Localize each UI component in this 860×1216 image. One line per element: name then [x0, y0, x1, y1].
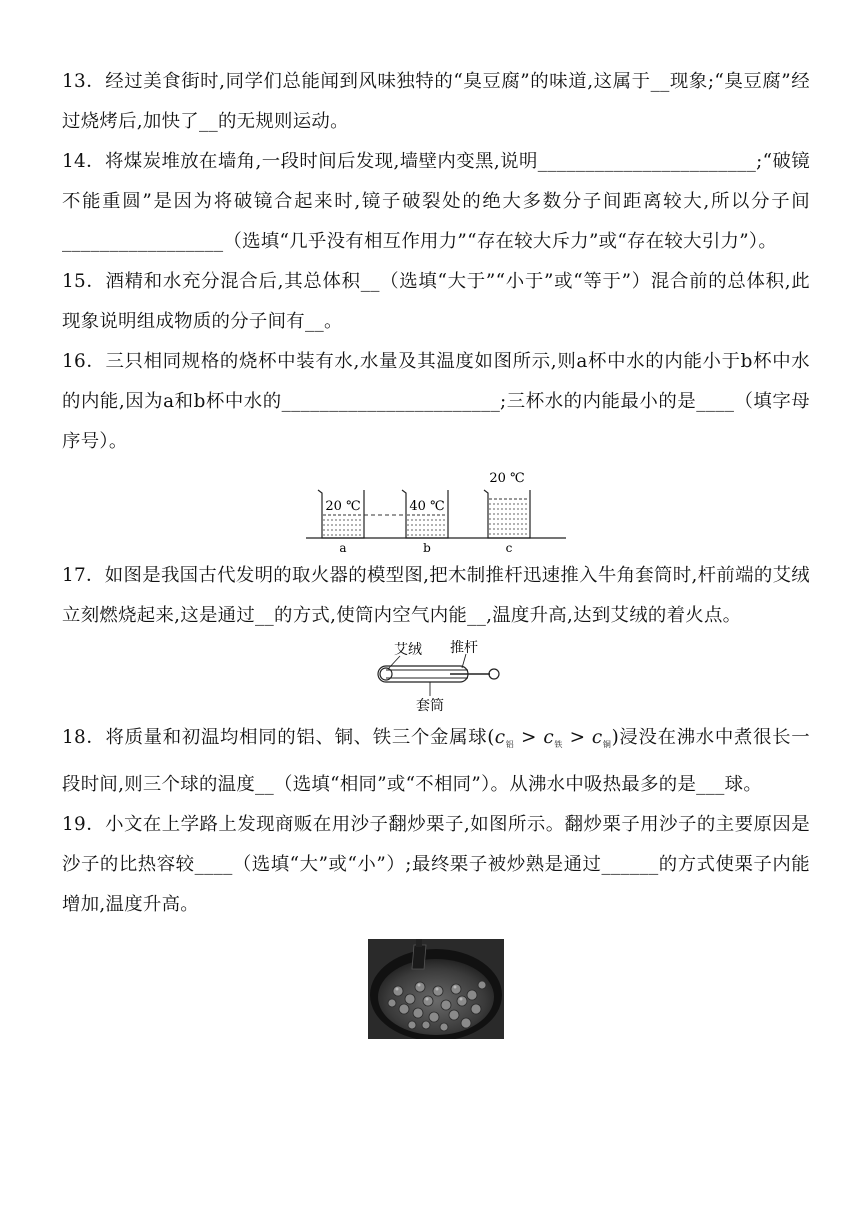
tinder-label: 艾绒: [394, 642, 422, 658]
rod-label: 推杆: [450, 640, 478, 656]
question-13: 13．经过美食街时,同学们总能闻到风味独特的“臭豆腐”的味道,这属于__现象;“臭豆腐”经过烧烤后,加快了__的无规则运动。: [62, 71, 810, 132]
question-19: 19．小文在上学路上发现商贩在用沙子翻炒栗子,如图所示。翻炒栗子用沙子的主要原因是沙子的比热容较____（选填“大”或“小”）;最终栗子被炒熟是通过______的方式使栗子内能增加,温度升高。: [62, 814, 810, 915]
question-14: 14．将煤炭堆放在墙角,一段时间后发现,墙壁内变黑,说明_______________________;“破镜不能重圆”是因为将破镜合起来时,镜子破裂处的绝大多数分子间距离较大,所以分子间_________________（选填“几乎没有相互作用力”“存在较大斥力”或“存在较大引力”）。: [62, 151, 810, 252]
beaker-b-temp: 40 ℃: [409, 499, 445, 514]
beakers-figure: [296, 468, 576, 554]
sleeve-label: 套筒: [416, 698, 444, 714]
specific-heat-formula: $c_铝 > c_铁 > c_铜$: [494, 727, 612, 749]
beaker-c-temp: 20 ℃: [489, 471, 525, 486]
beaker-a: [318, 490, 364, 554]
question-15: 15．酒精和水充分混合后,其总体积__（选填“大于”“小于”或“等于”）混合前的总体积,此现象说明组成物质的分子间有__。: [62, 271, 810, 332]
beaker-c-label: c: [505, 541, 513, 554]
question-17: 17．如图是我国古代发明的取火器的模型图,把木制推杆迅速推入牛角套筒时,杆前端的艾绒立刻燃烧起来,这是通过__的方式,使筒内空气内能__,温度升高,达到艾绒的着火点。: [62, 565, 810, 626]
beaker-c: [484, 471, 530, 554]
beaker-b: [402, 490, 448, 554]
fire-starter-figure: [366, 640, 506, 716]
question-18-pre: 18．将质量和初温均相同的铝、铜、铁三个金属球(: [62, 727, 495, 748]
beaker-a-label: a: [339, 541, 347, 554]
question-18-post: )浸没在沸水中煮很长一段时间,则三个球的温度__（选填“相同”或“不相同”）。从沸水中吸热最多的是___球。: [62, 727, 810, 795]
chestnut-photo: [368, 939, 504, 1039]
beaker-a-temp: 20 ℃: [325, 499, 361, 514]
beaker-b-label: b: [423, 541, 431, 554]
question-16: 16．三只相同规格的烧杯中装有水,水量及其温度如图所示,则a杯中水的内能小于b杯中水的内能,因为a和b杯中水的_______________________;三杯水的内能最小的是____（填字母序号）。: [62, 351, 810, 452]
worksheet-page: [62, 62, 810, 1039]
question-18: [62, 718, 810, 805]
